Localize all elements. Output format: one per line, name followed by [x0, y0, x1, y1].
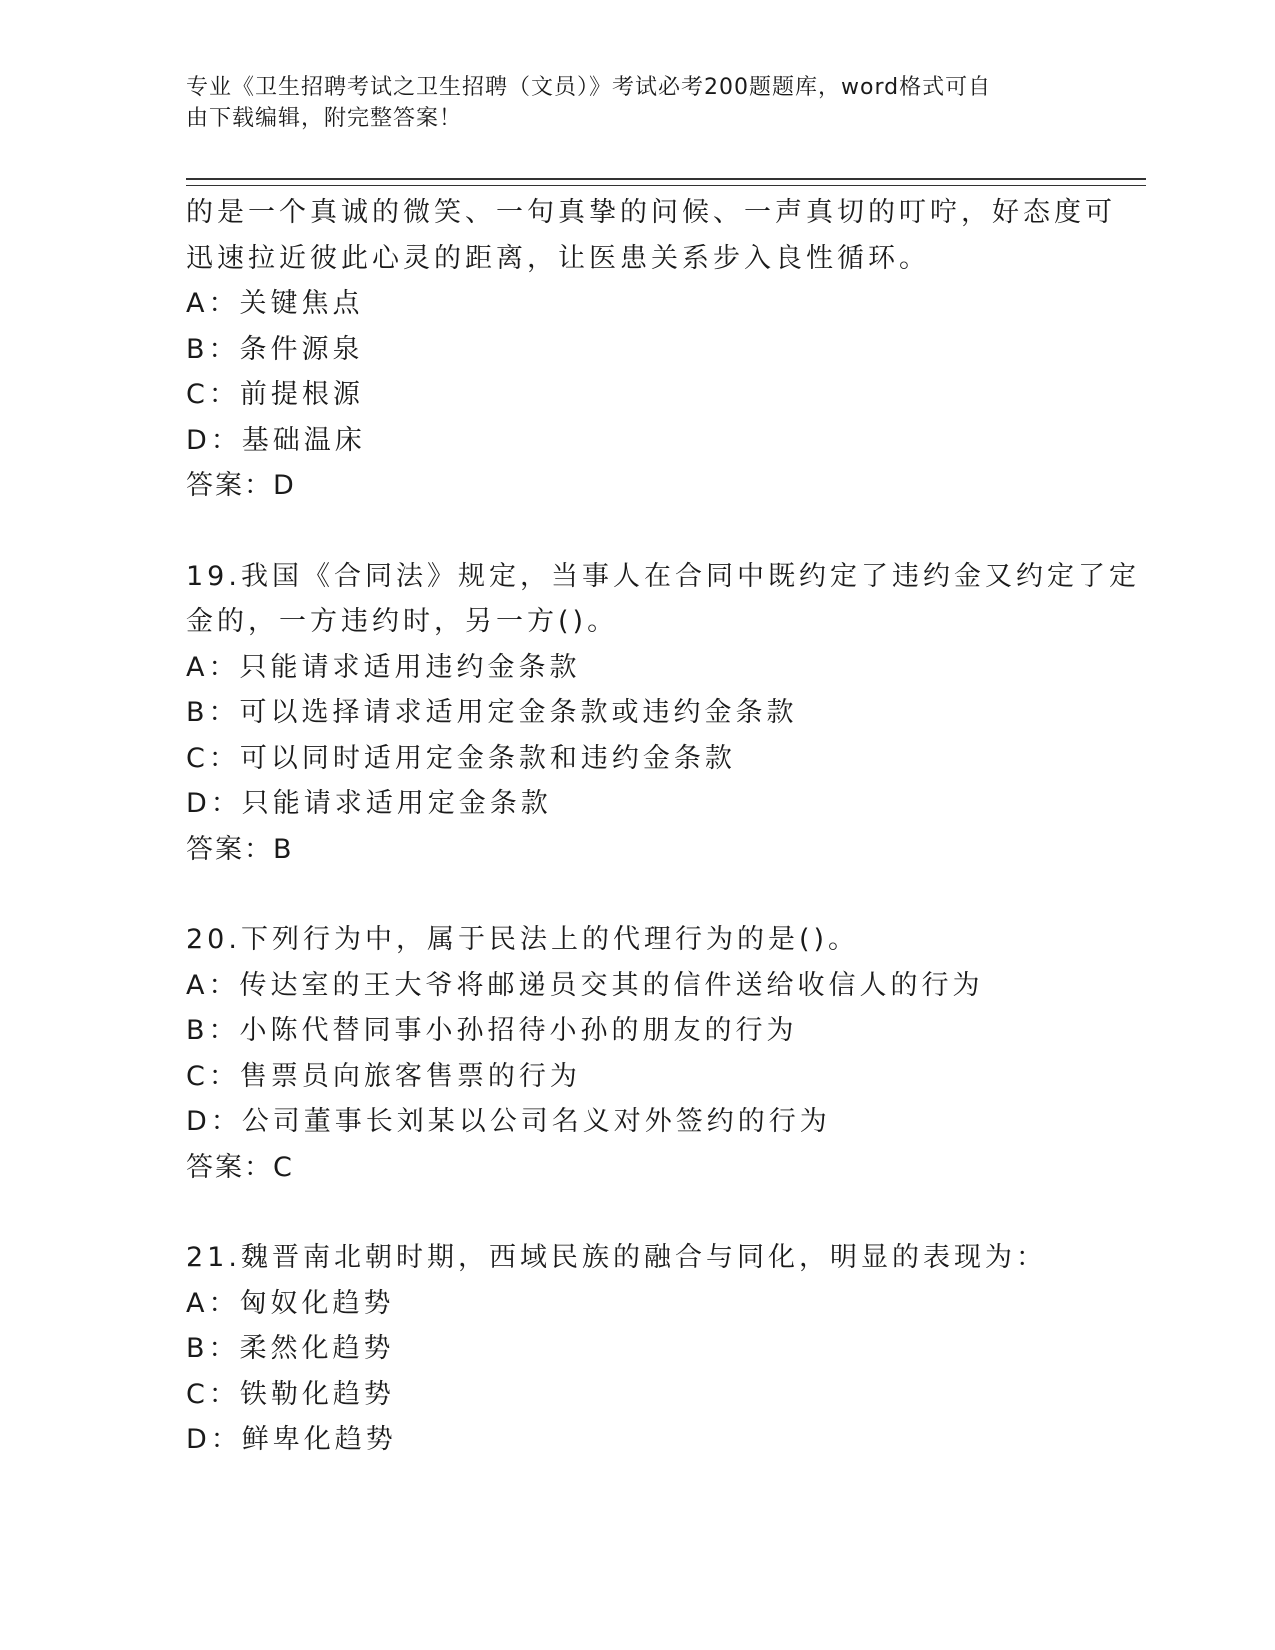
option-c: C：售票员向旅客售票的行为	[186, 1060, 581, 1092]
option-c: C：铁勒化趋势	[186, 1378, 395, 1410]
answer-line: 答案：C	[186, 1151, 294, 1183]
option-b: B：可以选择请求适用定金条款或违约金条款	[186, 697, 798, 728]
question-stem: 金的，一方违约时，另一方()。	[186, 606, 619, 637]
option-d: D：公司董事长刘某以公司名义对外签约的行为	[186, 1106, 831, 1137]
question-block	[186, 190, 1116, 509]
option-d: D：鲜卑化趋势	[186, 1424, 397, 1455]
option-c: C：前提根源	[186, 379, 364, 410]
question-stem: 19.我国《合同法》规定，当事人在合同中既约定了违约金又约定了定	[186, 560, 1140, 592]
answer-line: 答案：D	[186, 470, 296, 501]
option-b: B：条件源泉	[186, 333, 364, 365]
option-a: A：关键焦点	[186, 288, 364, 319]
document-body	[186, 190, 1140, 1463]
option-b: B：小陈代替同事小孙招待小孙的朋友的行为	[186, 1015, 798, 1046]
header-rule-thin	[186, 185, 1146, 186]
question-block	[186, 917, 1086, 1190]
question-block	[186, 554, 1140, 873]
header-rule-thick	[186, 178, 1146, 180]
question-stem: 的是一个真诚的微笑、一句真挚的问候、一声真切的叮咛，好态度可	[186, 197, 1116, 228]
option-c: C：可以同时适用定金条款和违约金条款	[186, 742, 736, 774]
header-line: 由下载编辑，附完整答案！	[186, 106, 463, 131]
question-stem: 迅速拉近彼此心灵的距离，让医患关系步入良性循环。	[186, 242, 930, 274]
header-line: 专业《卫生招聘考试之卫生招聘（文员）》考试必考200题题库，word格式可自	[186, 75, 992, 100]
option-d: D：基础温床	[186, 424, 366, 456]
answer-line: 答案：B	[186, 833, 294, 865]
question-stem: 20.下列行为中，属于民法上的代理行为的是()。	[186, 924, 860, 955]
option-a: A：匈奴化趋势	[186, 1287, 395, 1319]
question-block	[186, 1235, 1086, 1463]
option-b: B：柔然化趋势	[186, 1333, 395, 1364]
option-a: A：只能请求适用违约金条款	[186, 651, 581, 683]
document-header	[186, 72, 1066, 134]
option-d: D：只能请求适用定金条款	[186, 788, 552, 819]
option-a: A：传达室的王大爷将邮递员交其的信件送给收信人的行为	[186, 969, 984, 1001]
question-stem: 21.魏晋南北朝时期，西域民族的融合与同化，明显的表现为：	[186, 1242, 1047, 1273]
